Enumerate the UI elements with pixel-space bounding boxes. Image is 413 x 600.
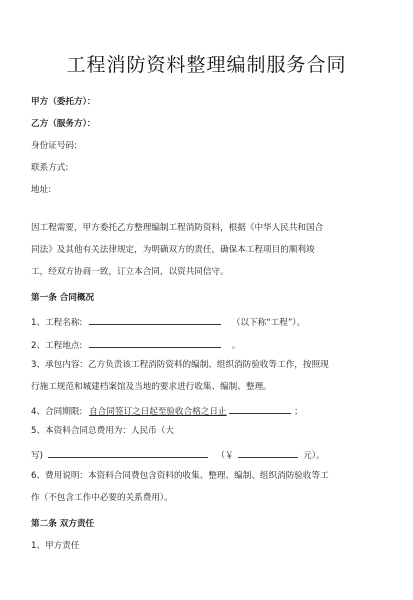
item5-row — [31, 447, 325, 462]
id-number-label: 身份证号码: — [31, 141, 77, 151]
item6-line-1: 6、费用说明：本资料合同费包含资料的收集、整理、编制、组织消防验收等工 — [31, 471, 329, 481]
address-label: 地址: — [31, 185, 52, 195]
item3-line-2: 行施工规范和城建档案馆及当地的要求进行收集、编制、整理。 — [31, 382, 272, 392]
party-b-label: 乙方（服务方）： — [31, 119, 96, 129]
item4-value: 自合同签订之日起至验收合格之日止 — [89, 407, 227, 417]
item1-label: 1、工程名称: — [31, 318, 83, 328]
item5-label: 写) — [31, 451, 43, 461]
party-a-label: 甲方（委托方）： — [31, 97, 96, 107]
project-name-blank — [89, 314, 221, 325]
item2-row — [31, 337, 240, 352]
item1-suffix: （以下称“工程”）。 — [231, 318, 306, 328]
article1-heading: 第一条 合同概况 — [31, 293, 95, 303]
item5-paren-open: （￥ — [216, 451, 234, 461]
intro-line-2: 同法》及其他有关法律规定，为明确双方的责任，确保本工程项目的顺利竣 — [31, 245, 315, 255]
item5-paren-close: 元）。 — [303, 451, 325, 461]
intro-line-1: 因工程需要，甲方委托乙方整理编制工程消防资料，根据《中华人民共和国合 — [31, 223, 324, 233]
amount-words-blank — [48, 447, 208, 458]
item2-label: 2、工程地点: — [31, 341, 83, 351]
item6-line-2: 作（不包含工作中必要的关系费用）。 — [31, 493, 173, 503]
item4-label: 4、合同期限: — [31, 407, 83, 417]
item5-line-1: 5、本资料合同总费用为：人民币（大 — [31, 426, 174, 436]
article2-heading: 第二条 双方责任 — [31, 519, 95, 529]
period-blank — [229, 403, 291, 414]
item3-line-1: 3、承包内容：乙方负责该工程消防资料的编制、组织消防验收等工作，按照现 — [31, 360, 329, 370]
item2-suffix: 。 — [231, 341, 241, 351]
project-location-blank — [89, 337, 221, 348]
contact-label: 联系方式: — [31, 163, 69, 173]
article2-item1: 1、甲方责任 — [31, 541, 80, 551]
page-title: 工程消防资料整理编制服务合同 — [66, 54, 347, 76]
item4-row — [31, 403, 303, 418]
item1-row — [31, 314, 305, 329]
amount-figures-blank — [238, 447, 298, 458]
intro-line-3: 工，经双方协商一致，订立本合同，以资共同信守。 — [31, 267, 229, 277]
item4-suffix: ； — [294, 407, 303, 417]
